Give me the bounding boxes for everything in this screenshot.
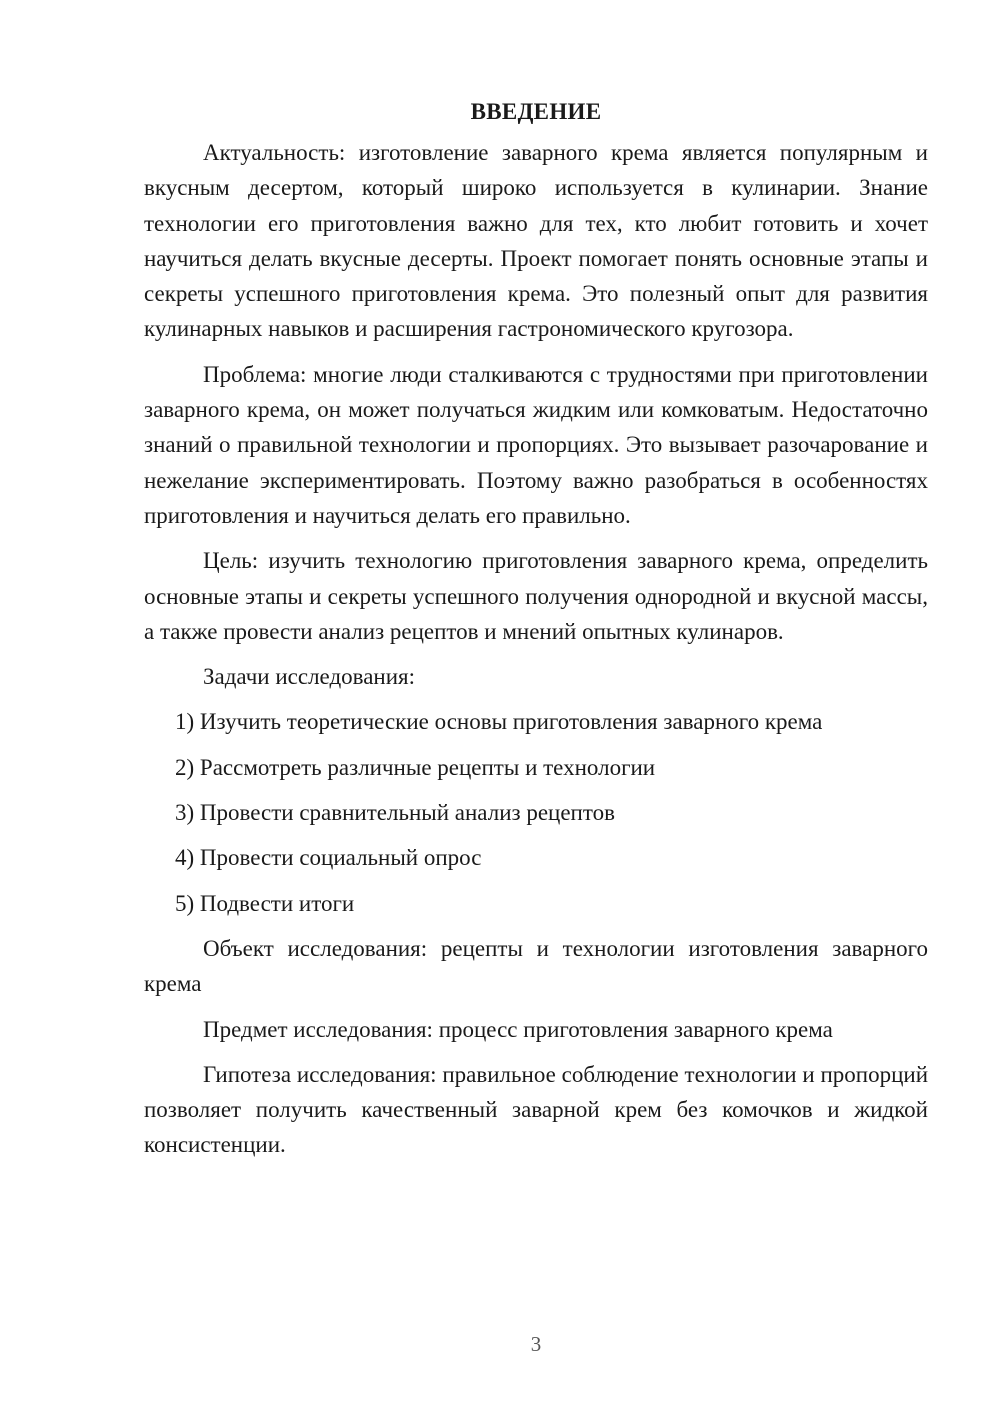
tasks-list xyxy=(144,704,928,920)
task-item: 2) Рассмотреть различные рецепты и технологии xyxy=(175,754,656,780)
page-content xyxy=(144,96,928,1173)
page-number: 3 xyxy=(530,1332,542,1356)
relevance-paragraph: Актуальность: изготовление заварного крема является популярным и вкусным десертом, который широко используется в кулинарии. Знание технологии его приготовления важно для тех, кто любит готовить и хочет научиться делать вкусные десерты. Проект помогает понять основные этапы и секреты успешного приготовления крема. Это полезный опыт для развития кулинарных навыков и расширения гастрономического кругозора. xyxy=(144,140,928,342)
task-item: 4) Провести социальный опрос xyxy=(175,845,482,871)
tasks-heading: Задачи исследования: xyxy=(203,664,416,690)
hypothesis-paragraph: Гипотеза исследования: правильное соблюдение технологии и пропорций позволяет получить качественный заварной крем без комочков и жидкой консистенции. xyxy=(144,1061,928,1158)
task-item: 1) Изучить теоретические основы приготовления заварного крема xyxy=(175,709,823,735)
goal-paragraph: Цель: изучить технологию приготовления заварного крема, определить основные этапы и секреты успешного получения однородной и вкусной массы, а также провести анализ рецептов и мнений опытных кулинаров. xyxy=(144,548,928,644)
task-item: 5) Подвести итоги xyxy=(175,890,355,916)
task-item: 3) Провести сравнительный анализ рецептов xyxy=(175,800,615,826)
subject-paragraph: Предмет исследования: процесс приготовления заварного крема xyxy=(203,1016,833,1042)
problem-paragraph: Проблема: многие люди сталкиваются с трудностями при приготовлении заварного крема, он может получаться жидким или комковатым. Недостаточно знаний о правильной технологии и пропорциях. Это вызывает разочарование и нежелание экспериментировать. Поэтому важно разобраться в особенностях приготовления и научиться делать его правильно. xyxy=(144,361,928,528)
page-title: ВВЕДЕНИЕ xyxy=(470,99,602,124)
object-paragraph: Объект исследования: рецепты и технологии изготовления заварного крема xyxy=(144,935,928,997)
